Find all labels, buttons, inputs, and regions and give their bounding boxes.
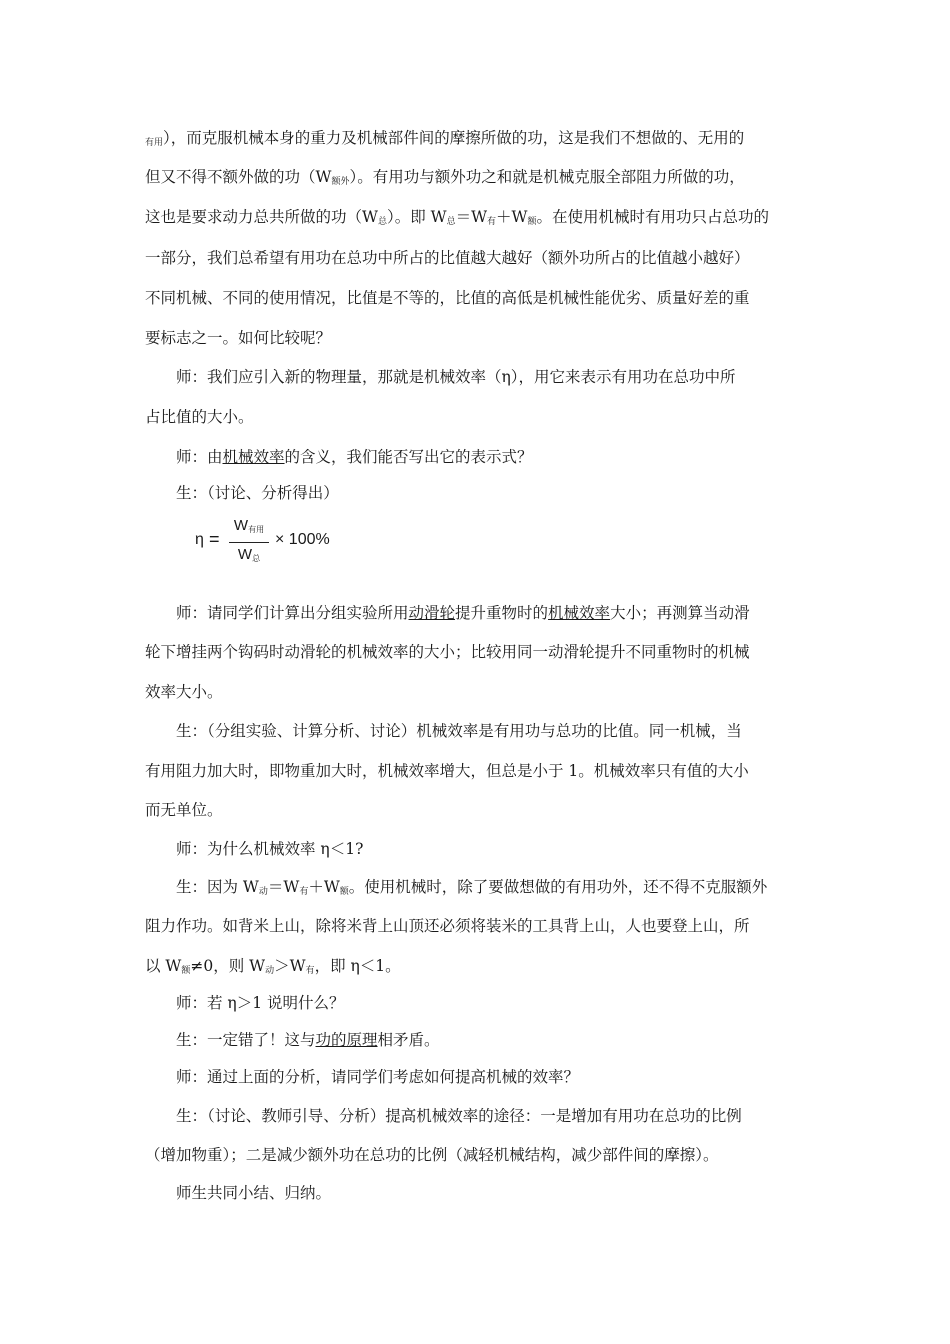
paragraph-line: 但又不得不额外做的功$(W_{额外})$。有用功与额外功之和就是机械克服全部阻力所做的功， <box>145 168 745 187</box>
paragraph-line: 效率大小。 <box>145 683 223 701</box>
link-mechanical-efficiency[interactable]: 机械效率 <box>222 448 285 466</box>
paragraph-line: 不同机械、不同的使用情况，比值是不等的，比值的高低是机械性能优劣、质量好差的重 <box>145 289 750 307</box>
link-work-principle[interactable]: 功的原理 <box>315 1031 378 1049</box>
link-mechanical-efficiency[interactable]: 机械效率 <box>548 604 611 622</box>
formula-equals: = <box>209 529 220 549</box>
paragraph-line: 要标志之一。如何比较呢？ <box>145 329 332 347</box>
paragraph-line: 占比值的大小。 <box>145 408 254 426</box>
formula-eta: η <box>195 531 204 548</box>
paragraph-line: 生：（讨论、教师引导、分析）提高机械效率的途径：一是增加有用功在总功的比例 <box>176 1107 742 1125</box>
formula-multiplier: × 100% <box>275 531 330 548</box>
paragraph-line: 生：一定错了！这与功的原理相矛盾。 <box>176 1031 440 1049</box>
paragraph-line: 有用阻力加大时，即物重加大时，机械效率增大，但总是小于 1。机械效率只有值的大小 <box>145 762 749 780</box>
paragraph-line: 师：请同学们计算出分组实验所用动滑轮提升重物时的机械效率大小；再测算当动滑 <box>176 604 750 622</box>
paragraph-line: $_{有用}$），而克服机械本身的重力及机械部件间的摩擦所做的功，这是我们不想做的、无用的 <box>145 129 745 148</box>
paragraph-line: 师：为什么机械效率 η＜1? <box>176 840 364 858</box>
paragraph-line: 而无单位。 <box>145 801 223 819</box>
paragraph-line: 师：由机械效率的含义，我们能否写出它的表示式？ <box>176 448 533 466</box>
paragraph-line: 师：我们应引入新的物理量，那就是机械效率（η），用它来表示有用功在总功中所 <box>176 368 736 386</box>
paragraph-line: 以 $W_额\ne 0$，则 $W_动>W_有$，即 η＜1。 <box>145 957 401 976</box>
link-movable-pulley[interactable]: 动滑轮 <box>408 604 456 622</box>
formula-fraction <box>229 516 269 569</box>
paragraph-line: 这也是要求动力总共所做的功$(W_总)$。即 $W_总=W_有+W_额$。在使用机械时有用功只占总功的 <box>145 208 769 227</box>
paragraph-line: 生：（分组实验、计算分析、讨论）机械效率是有用功与总功的比值。同一机械，当 <box>176 722 742 740</box>
paragraph-line: 生：因为 $W_动=W_有+W_额$。使用机械时，除了要做想做的有用功外，还不得不克服额外 <box>176 878 768 897</box>
formula-denominator: W总 <box>237 546 261 563</box>
paragraph-line: 师生共同小结、归纳。 <box>176 1184 332 1202</box>
fraction-bar <box>229 542 269 543</box>
paragraph-line: 阻力作功。如背米上山，除将米背上山顶还必须将装米的工具背上山，人也要登上山，所 <box>145 917 750 935</box>
formula-numerator: W有用 <box>233 517 265 534</box>
paragraph-line: 师：若 η＞1 说明什么？ <box>176 994 345 1012</box>
paragraph-line: 轮下增挂两个钩码时动滑轮的机械效率的大小；比较用同一动滑轮提升不同重物时的机械 <box>145 643 750 661</box>
paragraph-line: （增加物重）；二是减少额外功在总功的比例（减轻机械结构，减少部件间的摩擦）。 <box>145 1146 719 1164</box>
efficiency-formula <box>195 516 395 576</box>
paragraph-line: 生：（讨论、分析得出） <box>176 484 339 502</box>
paragraph-line: 师：通过上面的分析，请同学们考虑如何提高机械的效率？ <box>176 1068 580 1086</box>
paragraph-line: 一部分，我们总希望有用功在总功中所占的比值越大越好（额外功所占的比值越小越好） <box>145 249 750 267</box>
